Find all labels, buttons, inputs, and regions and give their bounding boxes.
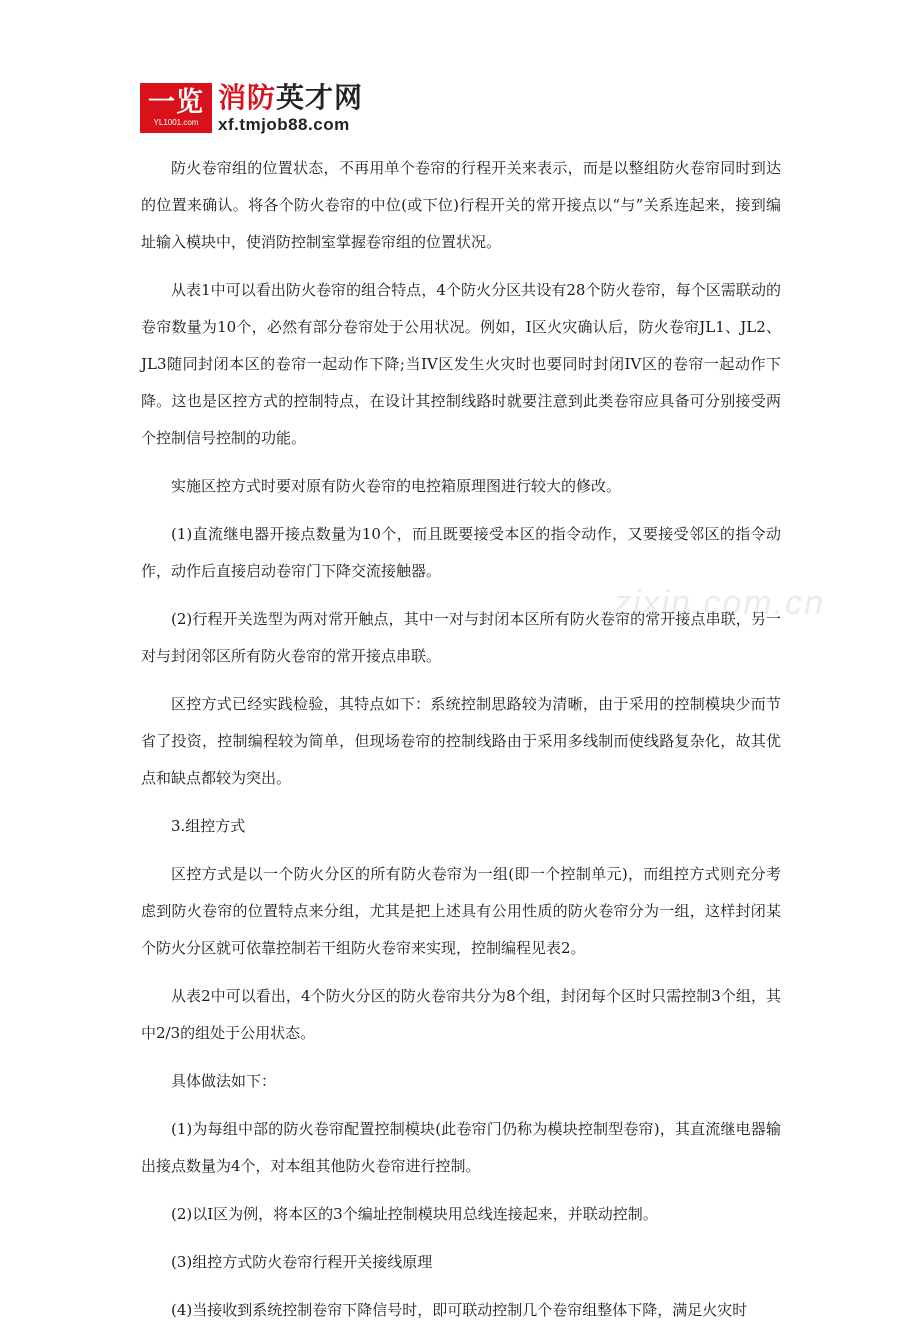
paragraph: 具体做法如下： — [171, 1072, 277, 1090]
paragraph: (1)为每组中部的防火卷帘配置控制模块(此卷帘门仍称为模块控制型卷帘)，其直流继电器输出接点数量为4个，对本组其他防火卷帘进行控制。 — [141, 1120, 781, 1175]
paragraph: (4)当接收到系统控制卷帘下降信号时，即可联动控制几个卷帘组整体下降，满足火灾时 — [171, 1301, 748, 1319]
section-heading: 3.组控方式 — [171, 817, 246, 835]
logo-title-red: 消防 — [218, 80, 277, 114]
paragraph: (1)直流继电器开接点数量为10个，而且既要接受本区的指令动作，又要接受邻区的指令动作，动作后直接启动卷帘门下降交流接触器。 — [141, 525, 781, 580]
logo-title — [218, 80, 364, 114]
document-body — [141, 150, 781, 1340]
watermark: zixin.com.cn — [614, 584, 826, 622]
paragraph: (3)组控方式防火卷帘行程开关接线原理 — [171, 1253, 433, 1271]
logo-text — [218, 80, 364, 134]
paragraph: 从表1中可以看出防火卷帘的组合特点，4个防火分区共设有28个防火卷帘，每个区需联动的卷帘数量为10个，必然有部分卷帘处于公用状况。例如，I区火灾确认后，防火卷帘JL1、JL2、JL3随同封闭本区的卷帘一起动作下降;当IV区发生火灾时也要同时封闭IV区的卷帘一起动作下降。这也是区控方式的控制特点，在设计其控制线路时就要注意到此类卷帘应具备可分别接受两个控制信号控制的功能。 — [141, 281, 781, 447]
paragraph: 区控方式已经实践检验，其特点如下：系统控制思路较为清晰，由于采用的控制模块少而节省了投资，控制编程较为简单，但现场卷帘的控制线路由于采用多线制而使线路复杂化，故其优点和缺点都较为突出。 — [141, 695, 781, 787]
site-logo[interactable] — [140, 82, 363, 134]
logo-badge — [140, 83, 212, 133]
logo-badge-sub: YL1001.com — [153, 118, 199, 127]
paragraph: 防火卷帘组的位置状态，不再用单个卷帘的行程开关来表示，而是以整组防火卷帘同时到达的位置来确认。将各个防火卷帘的中位(或下位)行程开关的常开接点以“与”关系连起来，接到编址输入模块中，使消防控制室掌握卷帘组的位置状况。 — [141, 159, 781, 251]
logo-badge-main: 一览 — [148, 87, 204, 118]
paragraph: (2)行程开关选型为两对常开触点，其中一对与封闭本区所有防火卷帘的常开接点串联，另一对与封闭邻区所有防火卷帘的常开接点串联。 — [141, 610, 781, 665]
paragraph: (2)以I区为例，将本区的3个编址控制模块用总线连接起来，并联动控制。 — [171, 1205, 658, 1223]
logo-domain: xf.tmjob88.com — [218, 114, 350, 134]
logo-title-dark: 英才网 — [276, 80, 364, 114]
paragraph: 实施区控方式时要对原有防火卷帘的电控箱原理图进行较大的修改。 — [171, 477, 622, 495]
paragraph: 区控方式是以一个防火分区的所有防火卷帘为一组(即一个控制单元)，而组控方式则充分考虑到防火卷帘的位置特点来分组，尤其是把上述具有公用性质的防火卷帘分为一组，这样封闭某个防火分区就可依靠控制若干组防火卷帘来实现，控制编程见表2。 — [141, 865, 781, 957]
paragraph: 从表2中可以看出，4个防火分区的防火卷帘共分为8个组，封闭每个区时只需控制3个组，其中2/3的组处于公用状态。 — [141, 987, 781, 1042]
